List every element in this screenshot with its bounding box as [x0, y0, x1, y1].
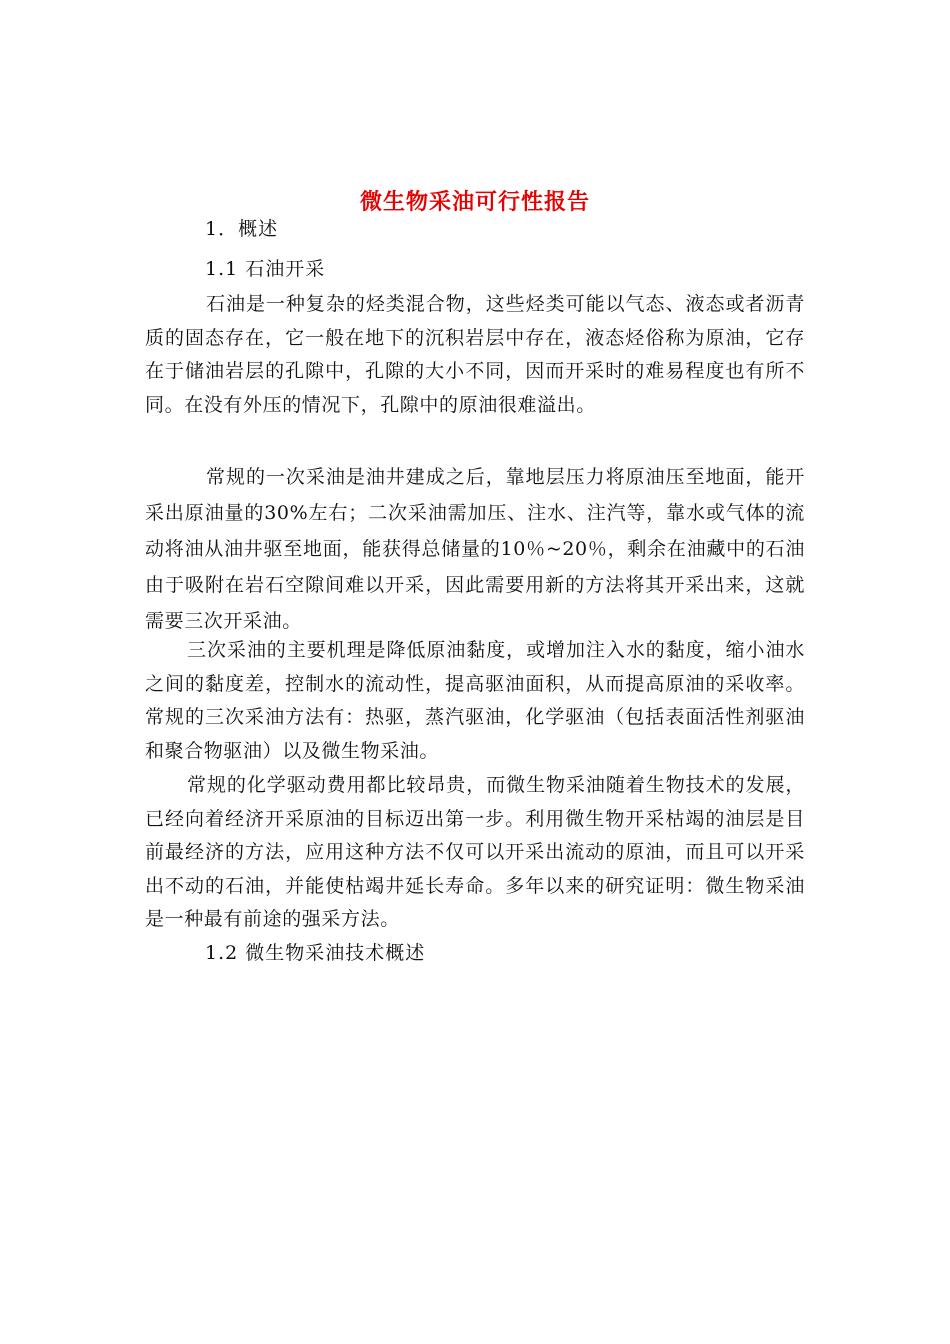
paragraph-petroleum-intro: 石油是一种复杂的烃类混合物，这些烃类可能以气态、液态或者沥青质的固态存在，它一般在地下的沉积岩层中存在，液态烃俗称为原油，它存在于储油岩层的孔隙中，孔隙的大小不同，因而开采时的难易程度也有所不同。在没有外压的情况下，孔隙中的原油很难溢出。: [145, 293, 805, 416]
section-heading-overview: 1．概述: [205, 218, 279, 240]
paragraph-tertiary-recovery: 三次采油的主要机理是降低原油黏度，或增加注入水的黏度，缩小油水之间的黏度差，控制水的流动性，提高驱油面积，从而提高原油的采收率。常规的三次采油方法有：热驱，蒸汽驱油，化学驱油（包括表面活性剂驱油和聚合物驱油）以及微生物采油。: [145, 639, 805, 762]
document-title: 微生物采油可行性报告: [359, 190, 590, 215]
subsection-heading-oil-extraction: 1.1 石油开采: [205, 258, 326, 280]
paragraph-primary-secondary-recovery: 常规的一次采油是油井建成之后，靠地层压力将原油压至地面，能开采出原油量的30%左右；二次采油需加压、注水、注汽等，靠水或气体的流动将油从油井驱至地面，能获得总储量的10％~20％，剩余在油藏中的石油由于吸附在岩石空隙间难以开采，因此需要用新的方法将其开采出来，这就需要三次开采油。: [145, 466, 805, 632]
subsection-heading-microbial-tech: 1.2 微生物采油技术概述: [205, 942, 426, 964]
paragraph-microbial-recovery: 常规的化学驱动费用都比较昂贵，而微生物采油随着生物技术的发展，已经向着经济开采原油的目标迈出第一步。利用微生物开采枯竭的油层是目前最经济的方法，应用这种方法不仅可以开采出流动的原油，而且可以开采出不动的石油，并能使枯竭井延长寿命。多年以来的研究证明：微生物采油是一种最有前途的强采方法。: [145, 774, 805, 930]
